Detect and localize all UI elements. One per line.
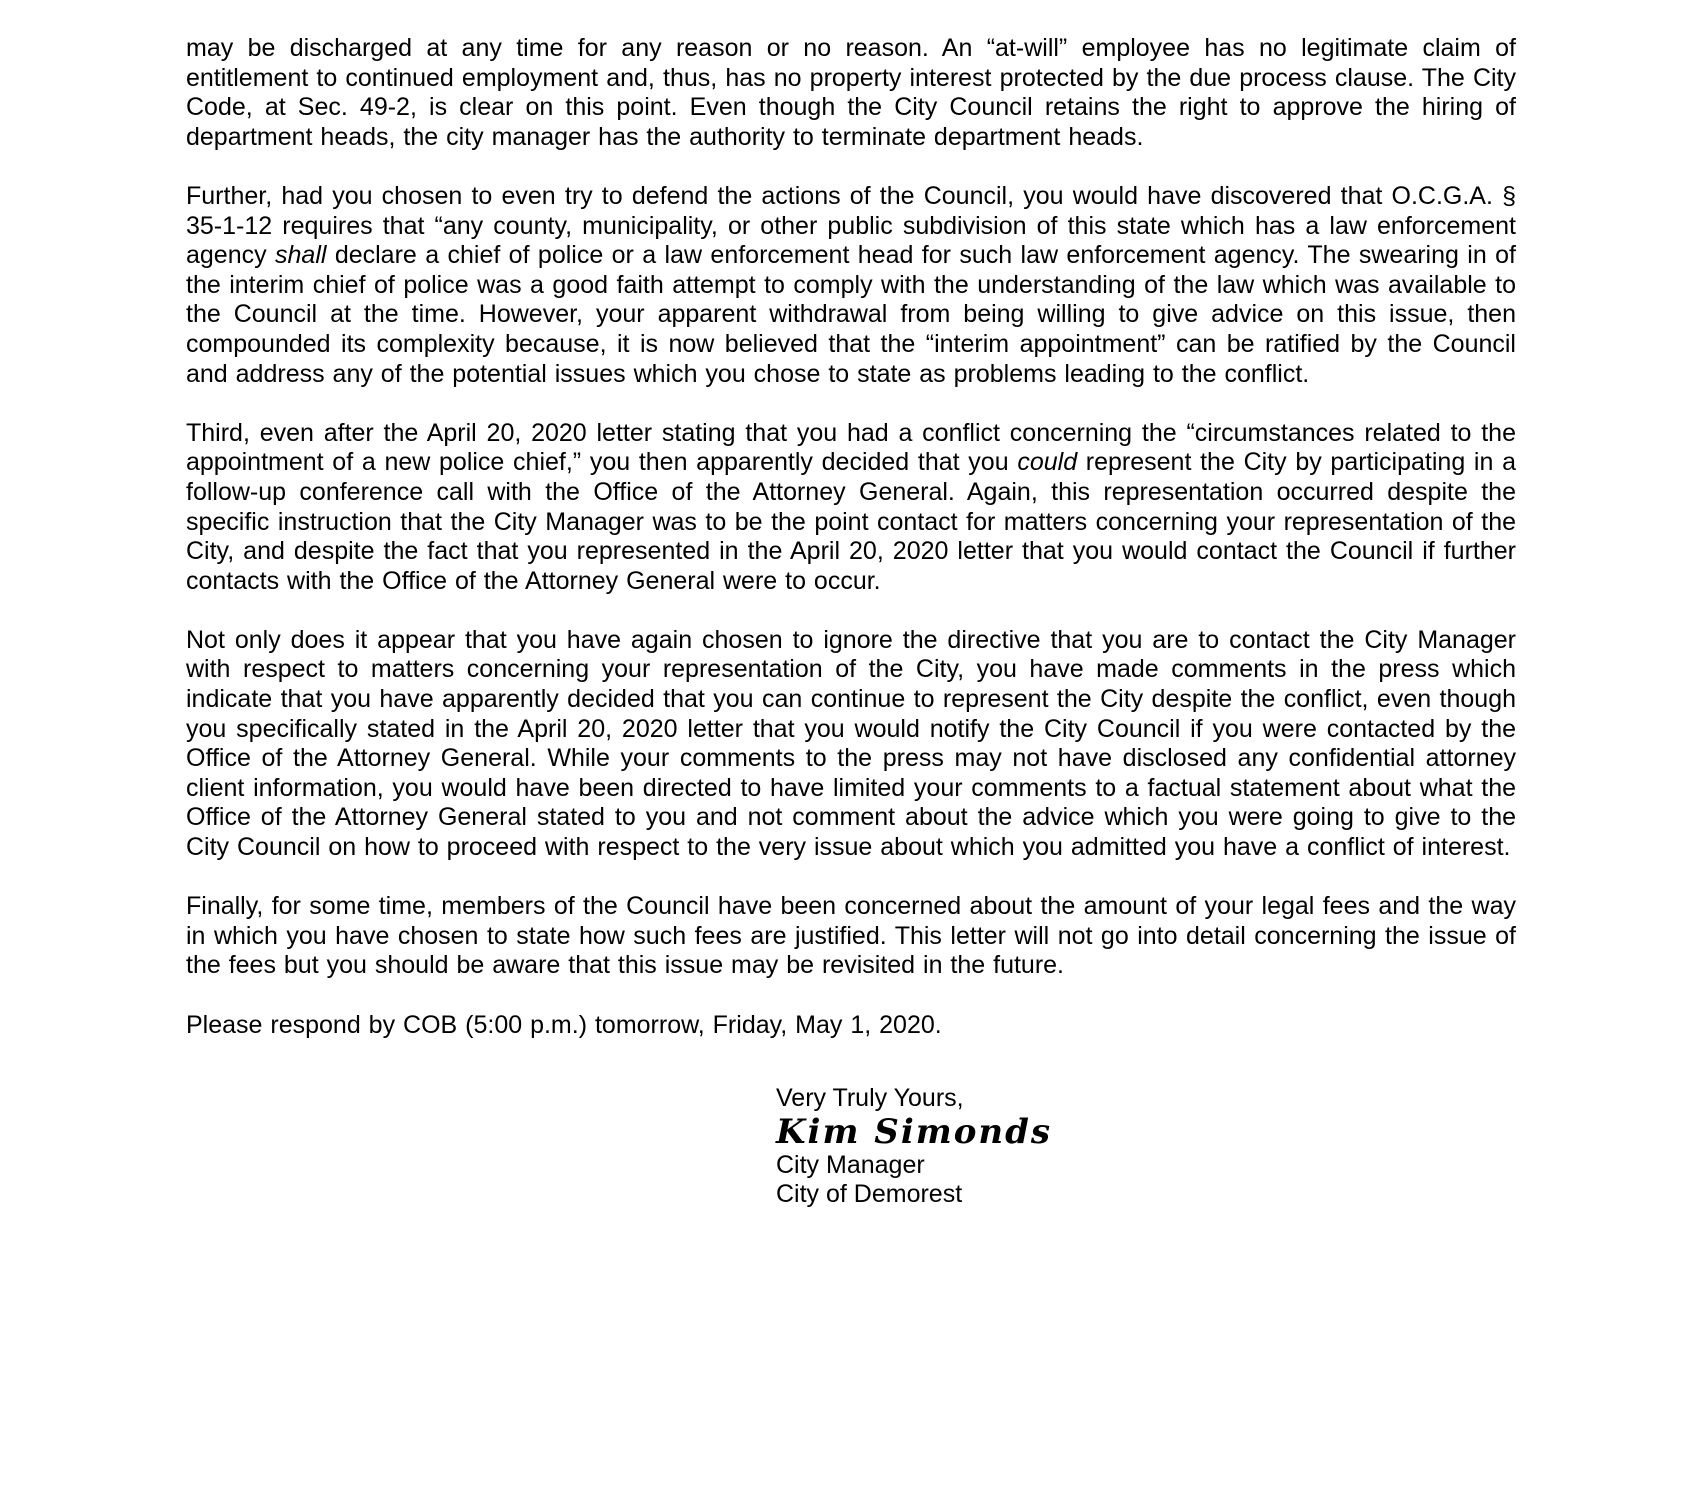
paragraph: Finally, for some time, members of the Council have been concerned about the amount of your legal fees and the way in which you have chosen to state how such fees are justified. This letter will not go into detail concerning the issue of the fees but you should be aware that this issue may be revisited in the future. <box>186 892 1516 980</box>
signer-organization: City of Demorest <box>776 1180 963 1209</box>
paragraph: Third, even after the April 20, 2020 letter stating that you had a conflict concerning the “circumstances related to the appointment of a new police chief,” you then apparently decided that you could represent the City by participating in a follow-up conference call with the Office of the Attorney General. Again, this representation occurred despite the specific instruction that the City Manager was to be the point contact for matters concerning your representation of the City, and despite the fact that you represented in the April 20, 2020 letter that you would contact the Council if further contacts with the Office of the Attorney General were to occur. <box>186 418 1516 595</box>
letter-body <box>186 34 1516 1040</box>
closing-salutation: Very Truly Yours, <box>776 1084 964 1113</box>
paragraph: Please respond by COB (5:00 p.m.) tomorrow, Friday, May 1, 2020. <box>186 1010 942 1039</box>
paragraph: Not only does it appear that you have again chosen to ignore the directive that you are to contact the City Manager with respect to matters concerning your representation of the City, you have made comments in the press which indicate that you have apparently decided that you can continue to represent the City despite the conflict, even though you specifically stated in the April 20, 2020 letter that you would notify the City Council if you were contacted by the Office of the Attorney General. While your comments to the press may not have disclosed any confidential attorney client information, you would have been directed to have limited your comments to a factual statement about what the Office of the Attorney General stated to you and not comment about the advice which you were going to give to the City Council on how to proceed with respect to the very issue about which you admitted you have a conflict of interest. <box>186 625 1516 862</box>
signer-title: City Manager <box>776 1150 925 1179</box>
paragraph: Further, had you chosen to even try to defend the actions of the Council, you would have discovered that O.C.G.A. § 35-1-12 requires that “any county, municipality, or other public subdivision of this state which has a law enforcement agency shall declare a chief of police or a law enforcement head for such law enforcement agency. The swearing in of the interim chief of police was a good faith attempt to comply with the understanding of the law which was available to the Council at the time. However, your apparent withdrawal from being willing to give advice on this issue, then compounded its complexity because, it is now believed that the “interim appointment” can be ratified by the Council and address any of the potential issues which you chose to state as problems leading to the conflict. <box>186 181 1516 388</box>
signature-block <box>776 1084 1516 1210</box>
signature-name: Kim Simonds <box>776 1111 1053 1152</box>
paragraph: may be discharged at any time for any reason or no reason. An “at-will” employee has no legitimate claim of entitlement to continued employment and, thus, has no property interest protected by the due process clause. The City Code, at Sec. 49-2, is clear on this point. Even though the City Council retains the right to approve the hiring of department heads, the city manager has the authority to terminate department heads. <box>186 34 1516 151</box>
